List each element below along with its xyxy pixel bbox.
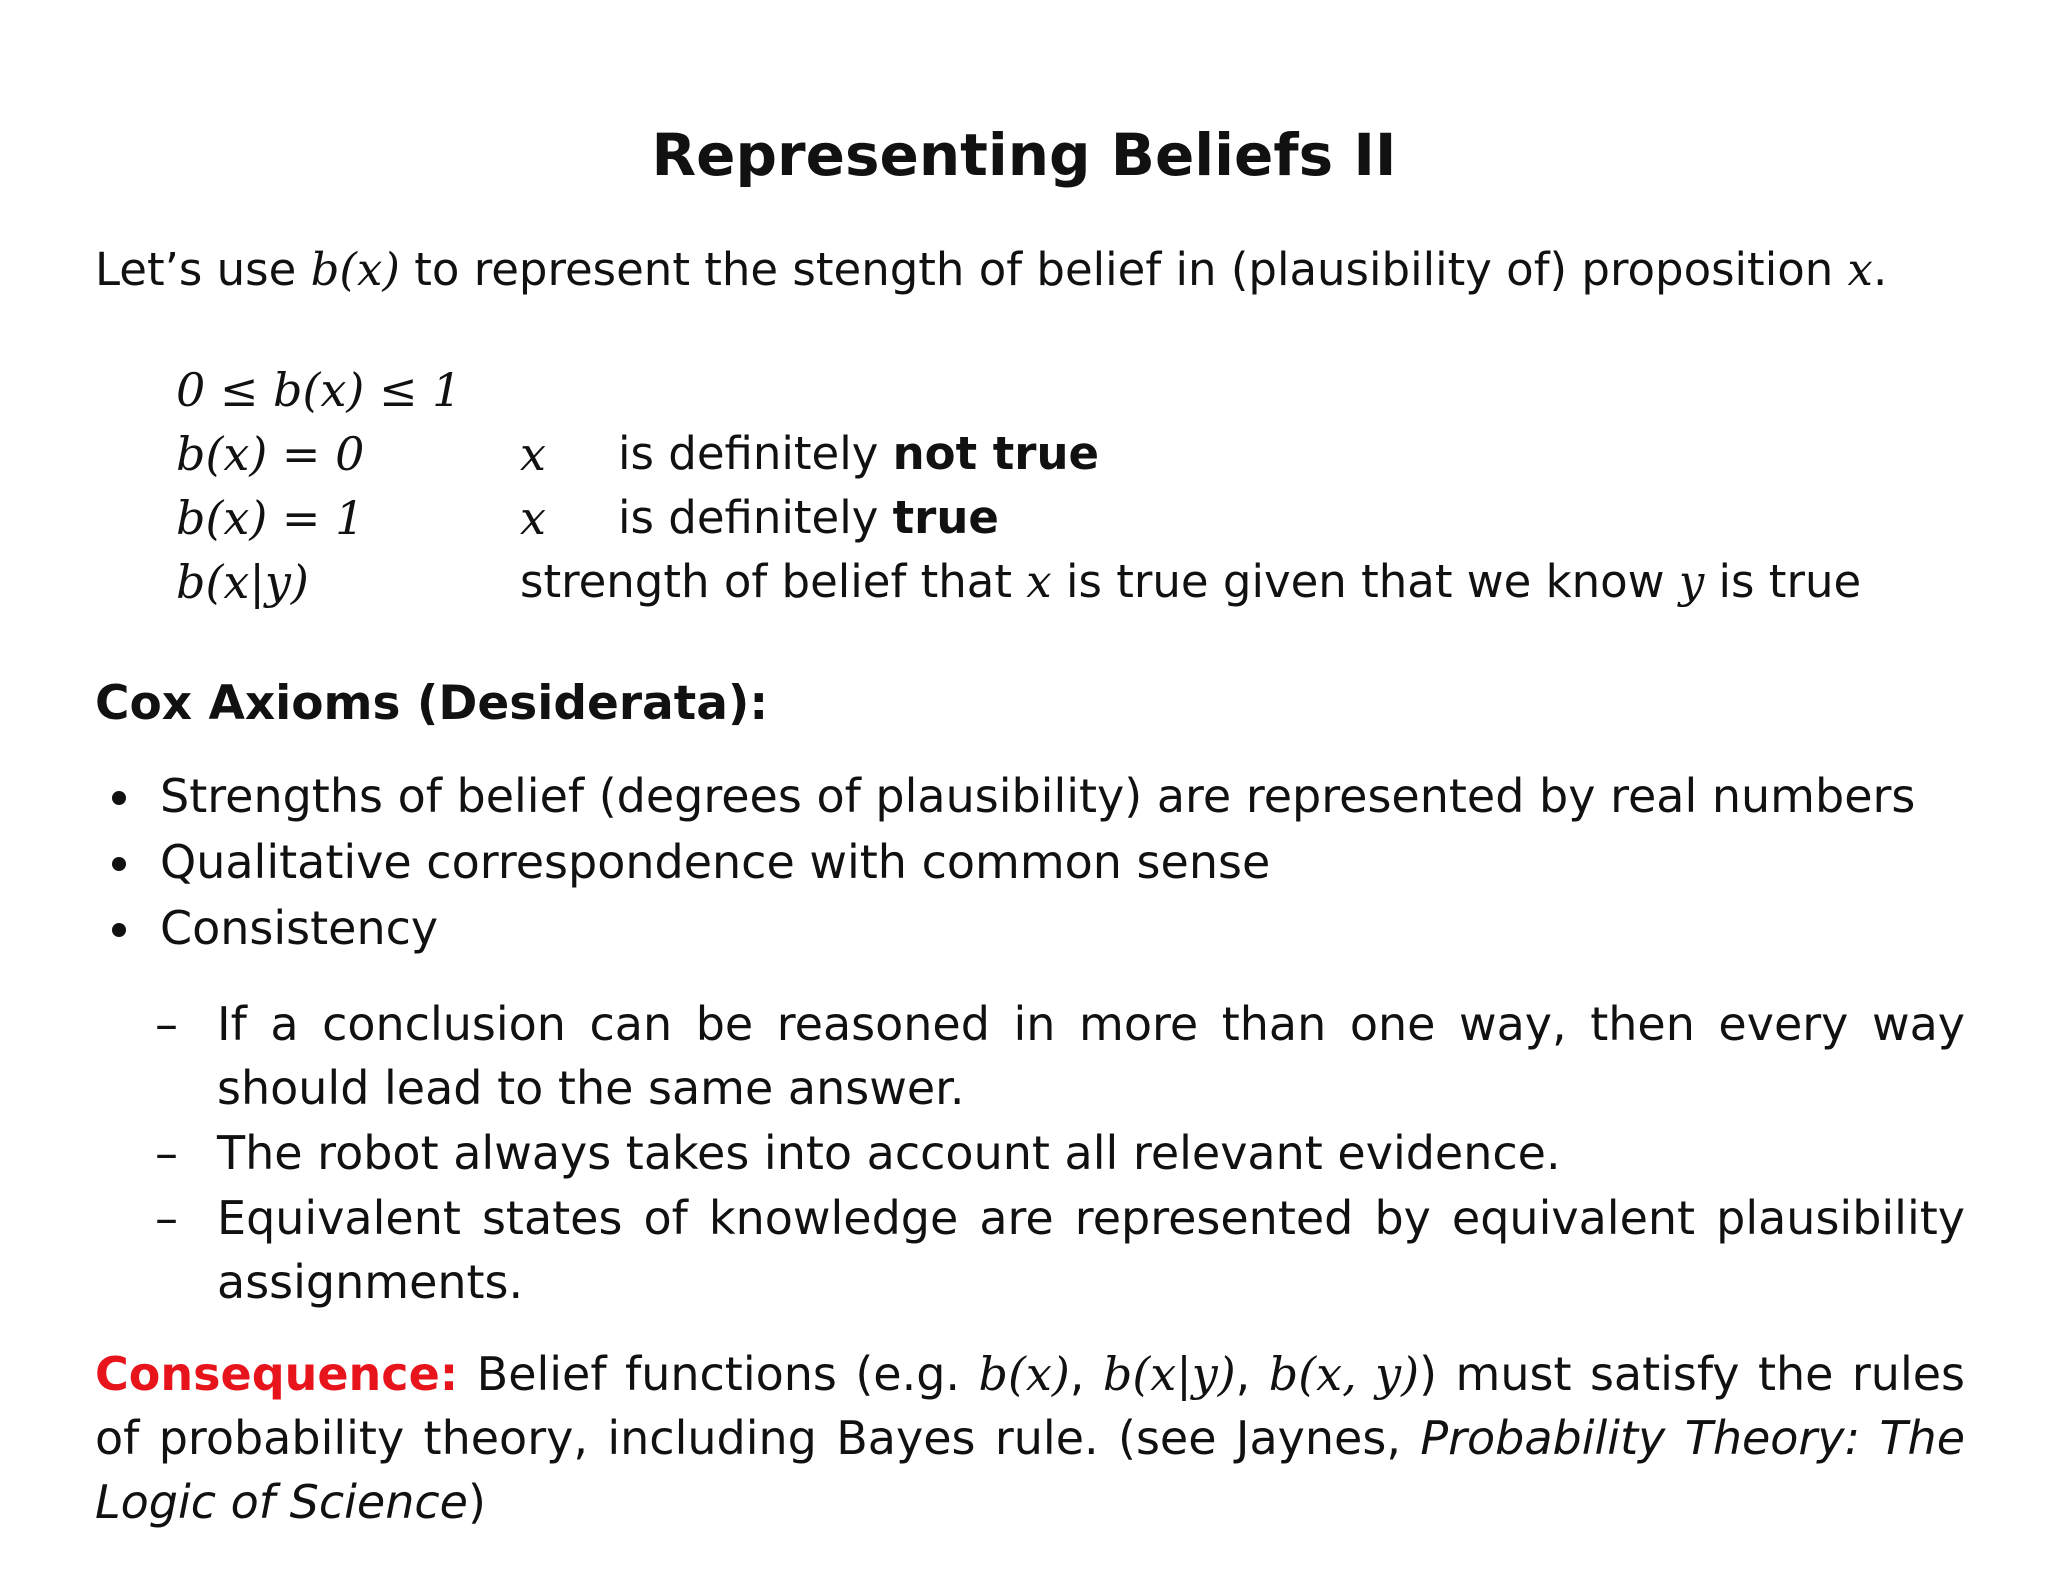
definition-row-false: [0, 422, 2048, 486]
intro-text-2: to represent the stength of belief in (plausibility of) proposition: [399, 243, 1848, 296]
intro-math-bx: b(x): [310, 243, 400, 296]
definition-variable: x: [520, 491, 546, 545]
slide-title: Representing Beliefs II: [651, 121, 1397, 189]
intro-math-x: x: [1847, 243, 1873, 296]
sub-list-item: [155, 992, 1965, 1120]
definition-math: b(x) = 0: [176, 427, 365, 481]
definition-text-c: is true: [1704, 555, 1862, 608]
bullet-icon: [112, 857, 126, 871]
consequence-math-3: b(x, y): [1268, 1347, 1420, 1401]
dash-icon: –: [155, 997, 178, 1051]
definition-text-plain: is definitely: [618, 427, 893, 480]
sub-list-item: [155, 1121, 1965, 1185]
consequence-text-5: ): [467, 1475, 486, 1529]
consequence-text-4: ) must satisfy the rules of probability theory, including Bayes rule. (see Jaynes,: [95, 1347, 1966, 1465]
definition-math: b(x|y): [176, 555, 309, 609]
definition-math: 0 ≤ b(x) ≤ 1: [176, 363, 462, 417]
bullet-icon: [112, 791, 126, 805]
consequence-label: Consequence:: [95, 1347, 459, 1401]
consequence-math-2: b(x|y): [1102, 1347, 1236, 1401]
definition-row-conditional: [0, 550, 2048, 614]
definition-text: [618, 486, 999, 550]
sub-list-item-text: The robot always takes into account all relevant evidence.: [217, 1126, 1561, 1180]
definition-variable: x: [520, 427, 546, 481]
consequence-text-3: ,: [1235, 1347, 1269, 1401]
book-title: Probability Theory: The Logic of Science: [95, 1411, 1966, 1529]
sub-list-item: [155, 1186, 1965, 1314]
cox-axioms-heading: Cox Axioms (Desiderata):: [95, 676, 769, 731]
sub-list-item-text: If a conclusion can be reasoned in more than one way, then every way should lead to the same answer.: [217, 997, 1965, 1115]
intro-text-1: Let’s use: [95, 243, 311, 296]
intro-paragraph: [95, 238, 1887, 302]
consequence-text-1: Belief functions (e.g.: [458, 1347, 979, 1401]
definition-row-true: [0, 486, 2048, 550]
definition-row-range: [0, 358, 2048, 422]
list-item-text: Strengths of belief (degrees of plausibility) are represented by real numbers: [160, 769, 1916, 823]
bullet-icon: [112, 923, 126, 937]
dash-icon: –: [155, 1126, 178, 1180]
definition-text-emphasis: true: [892, 491, 999, 544]
consequence-paragraph: [95, 1342, 1965, 1534]
definition-text-plain: is definitely: [618, 491, 893, 544]
intro-text-3: .: [1872, 243, 1888, 296]
definition-math: b(x) = 1: [176, 491, 365, 545]
definition-variable-y: y: [1678, 555, 1705, 608]
consequence-text-2: ,: [1069, 1347, 1103, 1401]
definition-text-a: strength of belief that: [520, 555, 1027, 608]
list-item-text: Consistency: [160, 901, 439, 955]
definition-text: [520, 550, 1861, 614]
list-item-text: Qualitative correspondence with common sense: [160, 835, 1271, 889]
definition-text: [618, 422, 1099, 486]
dash-icon: –: [155, 1191, 178, 1245]
definition-text-b: is true given that we know: [1051, 555, 1679, 608]
sub-list-item-text: Equivalent states of knowledge are represented by equivalent plausibility assignments.: [217, 1191, 1965, 1309]
consequence-math-1: b(x): [978, 1347, 1070, 1401]
definition-text-emphasis: not true: [892, 427, 1100, 480]
definition-variable-x: x: [1026, 555, 1052, 608]
